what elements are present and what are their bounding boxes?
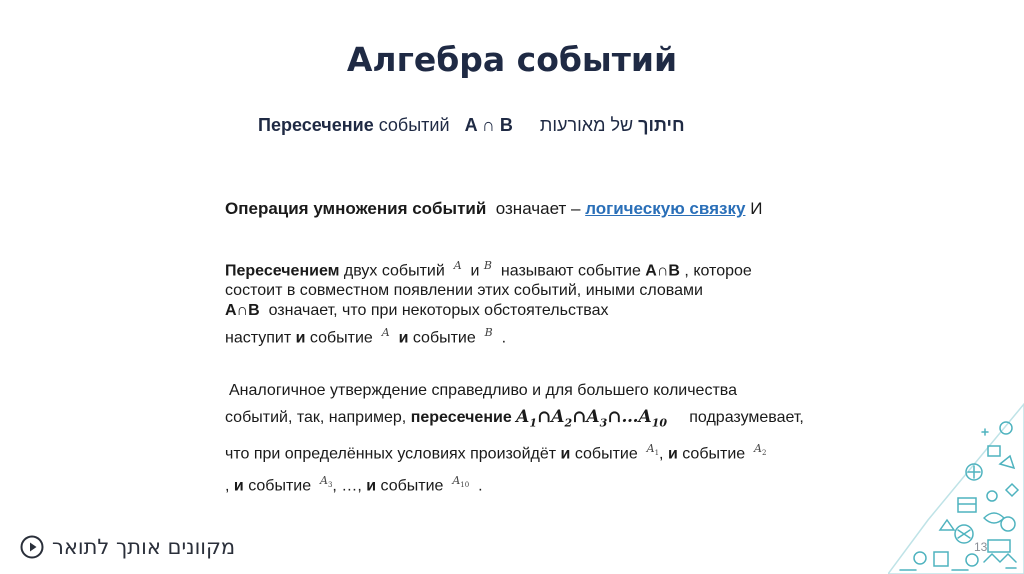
operation-end: И [750, 199, 763, 218]
definition-and: и [470, 262, 480, 280]
definition-and-1: и [295, 329, 306, 347]
var-a-2: A [381, 326, 390, 340]
subtitle-hebrew-bold: חיתוך [638, 115, 685, 135]
var-b-2: B [484, 326, 493, 340]
logo-text: מקוונים אותך לתואר [52, 535, 236, 559]
page-number: 13 [974, 540, 988, 554]
general-and-4: и [366, 477, 377, 495]
definition-text-4b: событие [309, 329, 373, 347]
var-a: A [453, 259, 462, 272]
footer-logo [20, 535, 235, 559]
general-line-3 [225, 436, 804, 467]
general-ellipsis: , …, [332, 477, 362, 495]
subtitle-hebrew-rest: של מאורעות [539, 115, 634, 135]
education-doodle-decoration [888, 400, 1024, 574]
subtitle-rest: событий [378, 115, 450, 135]
var-a2: A2 [754, 442, 767, 458]
operation-mid: означает – [495, 199, 581, 218]
logical-link[interactable]: логическую связку [585, 199, 746, 218]
definition-text-4a: наступит [225, 329, 292, 347]
general-block [225, 378, 804, 499]
definition-bold: Пересечением [225, 262, 340, 280]
definition-block [225, 256, 752, 349]
definition-expr-2: A∩B [225, 302, 260, 320]
subtitle-bold: Пересечение [258, 115, 374, 135]
general-text-3a: что при определённых условиях произойдёт [225, 445, 557, 463]
definition-line-1 [225, 256, 752, 281]
definition-text-b: называют событие [500, 262, 641, 280]
definition-and-2: и [398, 329, 409, 347]
general-and-3: и [233, 477, 244, 495]
general-comma-1: , [659, 445, 664, 463]
var-b: B [483, 259, 493, 272]
general-bold: пересечение [410, 409, 512, 426]
definition-text-a: двух событий [343, 262, 445, 280]
general-line-2 [225, 404, 804, 436]
operation-line [225, 199, 762, 219]
var-a3: A3 [320, 473, 333, 489]
definition-text-4c: событие [412, 329, 476, 347]
general-event-3: событие [248, 477, 312, 495]
definition-period: . [501, 329, 507, 347]
general-comma-2: , [225, 477, 230, 495]
general-line-1: Аналогичное утверждение справедливо и для большего количества [229, 382, 737, 399]
play-circle-icon [20, 535, 44, 559]
intersection-formula: $A_1\cap A_2\cap A_3\cap\dots A_{10}$ [516, 407, 668, 430]
general-line-4 [225, 468, 804, 499]
subtitle-expression: A ∩ B [464, 115, 513, 135]
definition-text-c: , которое [684, 262, 752, 280]
var-a1: A1 [646, 442, 660, 458]
subtitle [258, 115, 685, 136]
definition-text-3: означает, что при некоторых обстоятельствах [268, 302, 609, 320]
var-a10: A10 [452, 473, 470, 489]
definition-line-4 [225, 323, 752, 348]
general-event-4: событие [380, 477, 444, 495]
general-text-2b: подразумевает, [689, 409, 804, 426]
operation-bold: Операция умножения событий [225, 199, 487, 218]
general-event-1: событие [574, 445, 638, 463]
general-period: . [478, 477, 483, 495]
subtitle-hebrew [540, 115, 685, 136]
general-text-2a: событий, так, например, [225, 409, 407, 426]
general-event-2: событие [682, 445, 746, 463]
slide-title: Алгебра событий [346, 40, 678, 79]
definition-line-3 [225, 301, 752, 321]
general-and-2: и [667, 445, 678, 463]
definition-expr: A∩B [645, 262, 680, 280]
definition-line-2: состоит в совместном появлении этих событий, иными словами [225, 282, 703, 300]
general-and-1: и [560, 445, 571, 463]
